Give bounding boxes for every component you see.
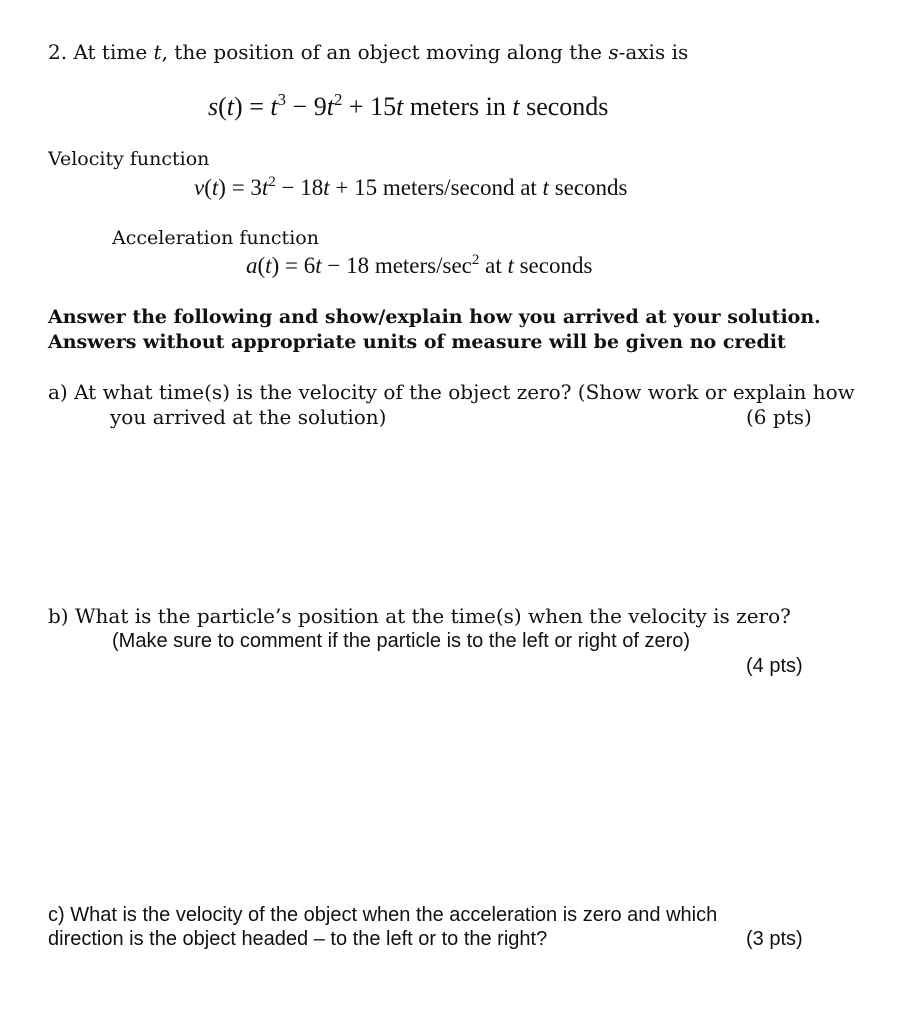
instructions-line-2: Answers without appropriate units of measure will be given no credit <box>48 331 786 353</box>
question-c-line-1: c) What is the velocity of the object when the acceleration is zero and which <box>48 904 718 926</box>
position-equation: $s(t) = t^3 - 9t^2 + 15t$ meters in t seconds <box>208 89 609 121</box>
intro-middle: , the position of an object moving along the <box>161 40 609 64</box>
question-c-line-2: direction is the object headed – to the left or to the right? <box>48 928 548 950</box>
intro-variable: t <box>153 40 162 64</box>
question-c-points: (3 pts) <box>746 928 803 950</box>
question-a-line-1: a) At what time(s) is the velocity of the object zero? (Show work or explain how <box>48 380 855 404</box>
problem-intro <box>48 42 688 62</box>
intro-prefix: 2. At time <box>48 40 154 64</box>
question-b-points: (4 pts) <box>746 655 803 677</box>
velocity-equation: $v(t) = 3t^2 - 18t + 15$ meters/second at t seconds <box>194 173 628 200</box>
velocity-label: Velocity function <box>48 148 210 170</box>
instructions-line-1: Answer the following and show/explain how you arrived at your solution. <box>48 306 821 328</box>
intro-axis: s <box>608 40 619 64</box>
intro-suffix: -axis is <box>618 40 689 64</box>
question-a-points: (6 pts) <box>746 405 812 429</box>
acceleration-equation: a(t) = 6t − 18 meters/$\sec^2$ at t seconds <box>246 251 593 278</box>
question-a-line-2: you arrived at the solution) <box>110 405 387 429</box>
acceleration-label: Acceleration function <box>112 227 319 249</box>
question-b-line-2: (Make sure to comment if the particle is to the left or right of zero) <box>112 630 691 652</box>
question-b-line-1: b) What is the particle’s position at the time(s) when the velocity is zero? <box>48 604 791 628</box>
